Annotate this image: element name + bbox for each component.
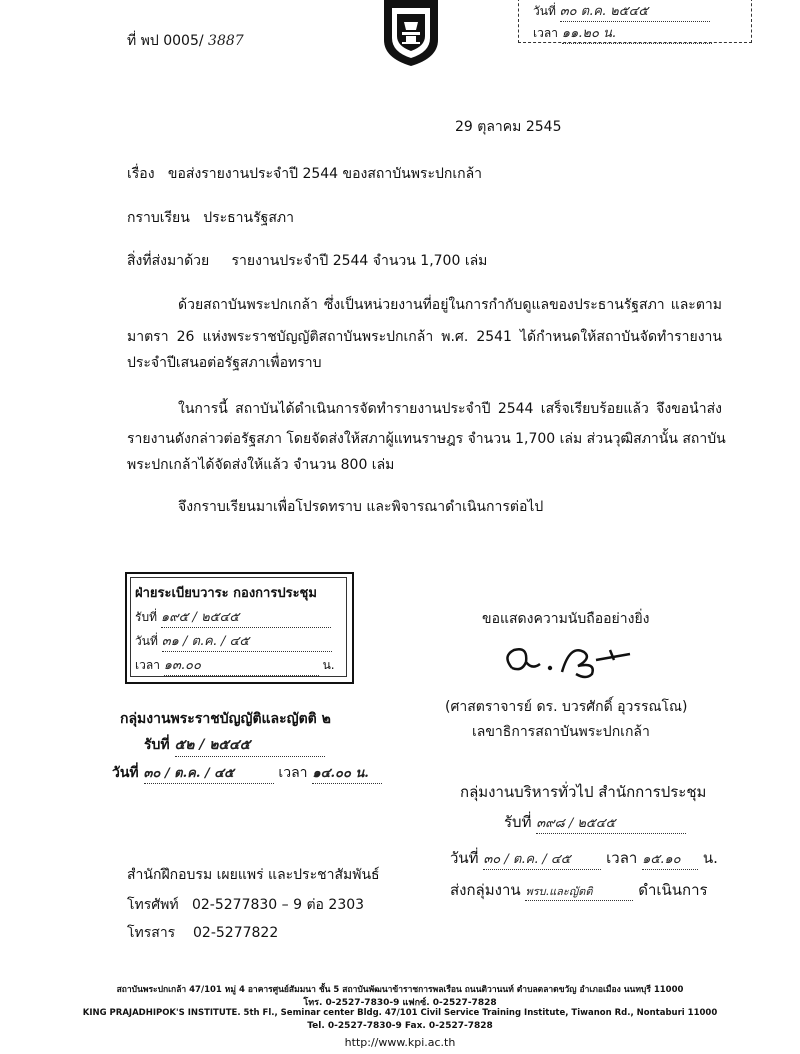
contact-fax: [127, 922, 278, 944]
law-stamp-date-label: วันที่: [112, 765, 139, 781]
ref-no-label: ที่ พป 0005/: [127, 33, 204, 49]
addressee-line: [127, 207, 294, 229]
top-stamp-time-label: เวลา: [533, 26, 558, 40]
subject-text: ขอส่งรายงานประจำปี 2544 ของสถาบันพระปกเกล้า: [167, 166, 483, 182]
fax-value: 02-5277822: [193, 925, 279, 941]
para1-line1: ด้วยสถาบันพระปกเกล้า ซึ่งเป็นหน่วยงานที่อยู่ในการกำกับดูแลของประธานรัฐสภา และตาม: [178, 297, 722, 313]
footer-address-thai: สถาบันพระปกเกล้า 47/101 หมู่ 4 อาคารศูนย์สัมมนา ชั้น 5 สถาบันพัฒนาข้าราชการพลเรือน ถนนติวานนท์ ตำบลตลาดขวัญ อำเภอเมือง นนทบุรี 11000: [116, 985, 684, 995]
para2-line2: รายงานดังกล่าวต่อรัฐสภา โดยจัดส่งให้สภาผู้แทนราษฎร จำนวน 1,700 เล่ม ส่วนวุฒิสภานั้น สถาบัน: [127, 431, 726, 447]
para1-line3: ประจำปีเสนอต่อรัฐสภาเพื่อทราบ: [127, 355, 322, 371]
para2-line3: พระปกเกล้าได้จัดส่งให้แล้ว จำนวน 800 เล่ม: [127, 457, 395, 473]
fax-label: โทรสาร: [127, 925, 176, 941]
top-stamp-date-label: วันที่: [533, 4, 556, 18]
law-stamp-title: กลุ่มงานพระราชบัญญัติและญัตติ ๒: [120, 711, 331, 727]
ref-no-handwritten: 3887: [208, 33, 244, 49]
contact-phone: [127, 894, 364, 916]
enclosure-line: [127, 250, 487, 272]
footer-address-english: KING PRAJADHIPOK'S INSTITUTE. 5th Fl., Seminar center Bldg. 47/101 Civil Service Training Institute, Tiwanon Rd., Nontaburi 11000: [82, 1008, 718, 1018]
law-stamp-rec-value: ๕๒ / ๒๕๔๕: [175, 734, 325, 757]
contact-office: สำนักฝึกอบรม เผยแพร่ และประชาสัมพันธ์: [127, 867, 380, 883]
agenda-stamp-date-label: วันที่: [135, 634, 158, 648]
to-label: กราบเรียน: [127, 210, 190, 226]
general-admin-stamp: [448, 776, 738, 906]
signer-title: เลขาธิการสถาบันพระปกเกล้า: [472, 724, 650, 740]
top-stamp-date-value: ๓๐ ต.ค. ๒๕๔๕: [560, 0, 710, 22]
admin-stamp-time-unit: น.: [702, 849, 718, 867]
footer-phone-thai: โทร. 0-2527-7830-9 แฟกซ์. 0-2527-7828: [303, 998, 497, 1008]
bill-motion-group-stamp: [112, 704, 382, 794]
agenda-division-stamp: [125, 572, 354, 684]
agenda-stamp-rec-value: ๑๙๕ / ๒๕๔๕: [161, 606, 331, 628]
agenda-stamp-time-unit: น.: [322, 658, 335, 672]
letter-date: 29 ตุลาคม 2545: [455, 119, 562, 135]
agenda-stamp-rec-label: รับที่: [135, 610, 157, 624]
subject-label: เรื่อง: [127, 166, 155, 182]
enclosure-label: สิ่งที่ส่งมาด้วย: [127, 253, 210, 269]
phone-label: โทรศัพท์: [127, 897, 179, 913]
agenda-stamp-time-label: เวลา: [135, 658, 160, 672]
law-stamp-time-value: ๑๔.๐๐ น.: [312, 762, 382, 784]
admin-stamp-rec-value: ๓๙๘ / ๒๕๔๕: [536, 812, 686, 834]
admin-stamp-forward-value: พรบ.และญัตติ: [525, 882, 633, 901]
phone-value: 02-5277830 – 9 ต่อ 2303: [191, 897, 365, 913]
law-stamp-date-value: ๓๐ / ต.ค. / ๔๕: [144, 762, 274, 784]
enclosure-text: รายงานประจำปี 2544 จำนวน 1,700 เล่ม: [231, 253, 488, 269]
subject-line: [127, 163, 482, 185]
footer-website: http://www.kpi.ac.th: [344, 1036, 456, 1049]
para1-line2: มาตรา 26 แห่งพระราชบัญญัติสถาบันพระปกเกล้า พ.ศ. 2541 ได้กำหนดให้สถาบันจัดทำรายงาน: [127, 329, 722, 345]
agenda-stamp-date-value: ๓๑ / ต.ค. / ๔๕: [162, 630, 332, 652]
admin-stamp-forward-label: ส่งกลุ่มงาน: [450, 881, 521, 899]
law-stamp-rec-label: รับที่: [144, 737, 170, 753]
law-stamp-time-label: เวลา: [278, 765, 308, 781]
admin-stamp-title: กลุ่มงานบริหารทั่วไป สำนักการประชุม: [460, 783, 707, 801]
signature: [500, 638, 650, 682]
admin-stamp-time-label: เวลา: [606, 849, 638, 867]
signer-name: (ศาสตราจารย์ ดร. บวรศักดิ์ อุวรรณโณ): [445, 699, 688, 715]
institute-emblem: [380, 0, 442, 66]
admin-stamp-date-label: วันที่: [450, 849, 479, 867]
admin-stamp-forward-suffix: ดำเนินการ: [638, 881, 708, 899]
agenda-stamp-title: ฝ่ายระเบียบวาระ กองการประชุม: [135, 586, 317, 601]
agenda-stamp-time-value: ๑๓.๐๐: [164, 654, 319, 676]
reference-number: [127, 30, 244, 52]
top-stamp-time-value: ๑๑.๒๐ น.: [562, 22, 712, 44]
para2-line1: ในการนี้ สถาบันได้ดำเนินการจัดทำรายงานประจำปี 2544 เสร็จเรียบร้อยแล้ว จึงขอนำส่ง: [178, 401, 722, 417]
to-text: ประธานรัฐสภา: [203, 210, 294, 226]
admin-stamp-time-value: ๑๕.๑๐: [642, 848, 698, 870]
para3: จึงกราบเรียนมาเพื่อโปรดทราบ และพิจารณาดำเนินการต่อไป: [178, 499, 544, 515]
closing-text: ขอแสดงความนับถืออย่างยิ่ง: [482, 611, 650, 627]
footer-phone-english: Tel. 0-2527-7830-9 Fax. 0-2527-7828: [307, 1021, 493, 1031]
top-receipt-stamp: [518, 0, 752, 43]
admin-stamp-rec-label: รับที่: [504, 813, 532, 831]
admin-stamp-date-value: ๓๐ / ต.ค. / ๔๕: [483, 848, 601, 870]
